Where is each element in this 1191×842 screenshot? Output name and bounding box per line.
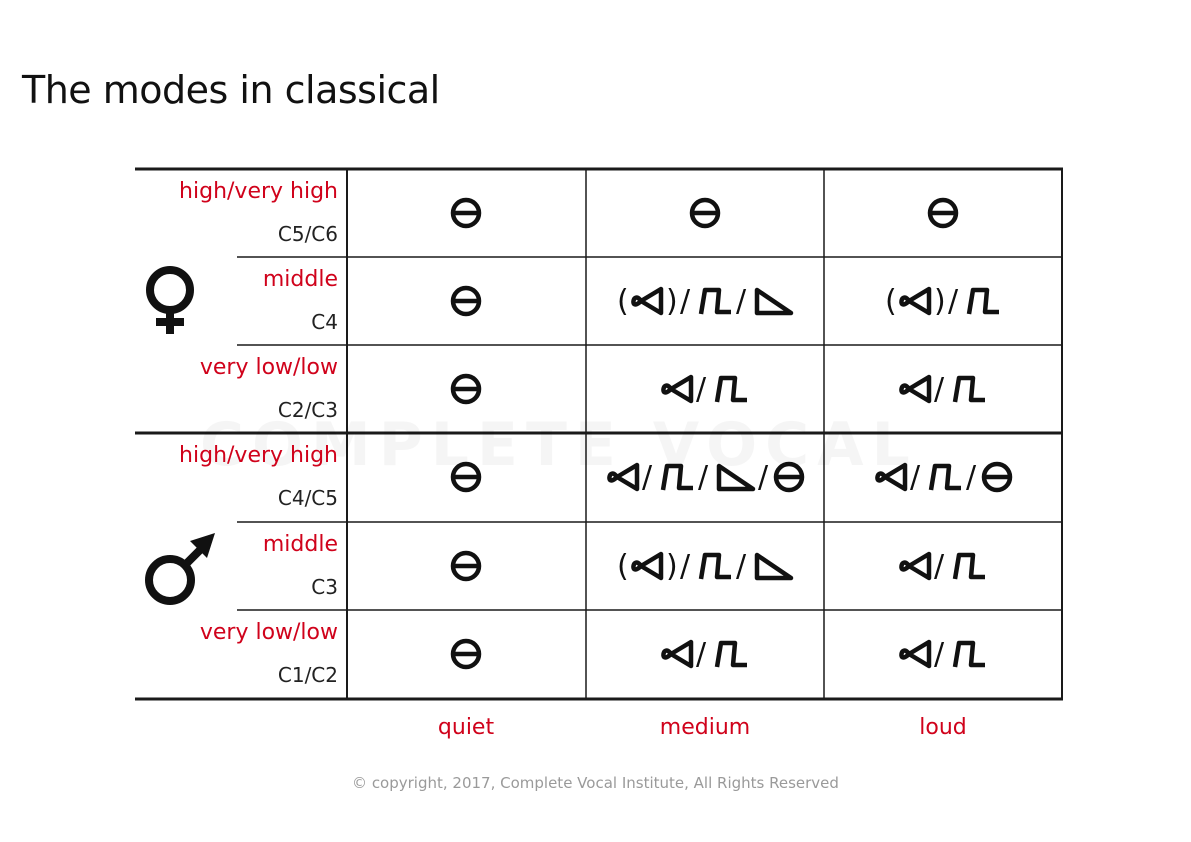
svg-text:/: / xyxy=(736,549,747,584)
column-header-medium: medium xyxy=(659,715,751,740)
page-title: The modes in classical xyxy=(22,68,440,112)
row-range-label: middle xyxy=(262,532,338,557)
optional-paren xyxy=(885,284,897,319)
svg-text:/: / xyxy=(758,460,769,495)
curbing-mode-icon xyxy=(901,554,929,578)
mode-cell xyxy=(824,345,1062,433)
mode-cell xyxy=(347,345,585,433)
overdrive-mode-icon xyxy=(955,555,985,579)
neutral-mode-icon xyxy=(776,464,802,490)
neutral-mode-icon xyxy=(453,288,479,314)
svg-text:): ) xyxy=(934,284,946,319)
overdrive-mode-icon xyxy=(955,643,985,667)
mode-cell xyxy=(347,433,585,521)
column-header-loud: loud xyxy=(919,715,967,740)
svg-text:): ) xyxy=(666,549,678,584)
neutral-mode-icon xyxy=(453,376,479,402)
row-range-label: high/very high xyxy=(179,443,338,468)
overdrive-mode-icon xyxy=(717,643,747,667)
separator-slash xyxy=(948,284,959,319)
column-header-quiet: quiet xyxy=(437,715,495,740)
separator-slash xyxy=(934,637,945,672)
overdrive-mode-icon xyxy=(717,378,747,402)
curbing-mode-icon xyxy=(633,554,661,578)
svg-text:(: ( xyxy=(885,284,897,319)
mode-cell xyxy=(824,522,1062,610)
overdrive-mode-icon xyxy=(663,466,693,490)
mode-cell xyxy=(824,169,1062,257)
separator-slash xyxy=(758,460,769,495)
svg-text:(: ( xyxy=(617,284,629,319)
curbing-mode-icon xyxy=(901,642,929,666)
female-symbol-icon xyxy=(150,270,190,334)
row-range-label: very low/low xyxy=(199,620,338,645)
row-note-label: C3 xyxy=(311,575,338,599)
neutral-mode-icon xyxy=(984,464,1010,490)
neutral-mode-icon xyxy=(453,641,479,667)
svg-text:/: / xyxy=(934,372,945,407)
curbing-mode-icon xyxy=(877,465,905,489)
neutral-mode-icon xyxy=(453,464,479,490)
male-symbol-icon xyxy=(149,533,215,601)
curbing-mode-icon xyxy=(663,377,691,401)
row-range-label: middle xyxy=(262,267,338,292)
mode-cell xyxy=(347,522,585,610)
svg-text:/: / xyxy=(934,637,945,672)
svg-text:/: / xyxy=(642,460,653,495)
separator-slash xyxy=(934,549,945,584)
neutral-mode-icon xyxy=(692,200,718,226)
curbing-mode-icon xyxy=(901,289,929,313)
separator-slash xyxy=(736,284,747,319)
separator-slash xyxy=(910,460,921,495)
svg-text:/: / xyxy=(948,284,959,319)
curbing-mode-icon xyxy=(633,289,661,313)
optional-paren xyxy=(666,549,678,584)
separator-slash xyxy=(934,372,945,407)
svg-text:/: / xyxy=(698,460,709,495)
svg-text:/: / xyxy=(696,372,707,407)
curbing-mode-icon xyxy=(663,642,691,666)
row-note-label: C4/C5 xyxy=(277,486,338,510)
curbing-mode-icon xyxy=(901,377,929,401)
optional-paren xyxy=(617,549,629,584)
mode-cell xyxy=(824,433,1062,521)
overdrive-mode-icon xyxy=(955,378,985,402)
svg-text:/: / xyxy=(910,460,921,495)
mode-cell xyxy=(347,169,585,257)
edge-mode-icon xyxy=(757,290,791,313)
separator-slash xyxy=(680,284,691,319)
neutral-mode-icon xyxy=(453,553,479,579)
overdrive-mode-icon xyxy=(701,555,731,579)
neutral-mode-icon xyxy=(453,200,479,226)
svg-text:/: / xyxy=(680,284,691,319)
edge-mode-icon xyxy=(757,555,791,578)
row-note-label: C1/C2 xyxy=(277,663,338,687)
svg-text:/: / xyxy=(696,637,707,672)
copyright-footer: © copyright, 2017, Complete Vocal Institute, All Rights Reserved xyxy=(352,774,839,792)
row-note-label: C2/C3 xyxy=(277,398,338,422)
curbing-mode-icon xyxy=(609,465,637,489)
svg-text:/: / xyxy=(934,549,945,584)
mode-cell xyxy=(586,522,824,610)
neutral-mode-icon xyxy=(930,200,956,226)
svg-text:(: ( xyxy=(617,549,629,584)
svg-text:/: / xyxy=(680,549,691,584)
overdrive-mode-icon xyxy=(701,290,731,314)
row-range-label: very low/low xyxy=(199,355,338,380)
mode-cell xyxy=(347,257,585,345)
mode-cell xyxy=(586,610,824,698)
row-note-label: C5/C6 xyxy=(277,222,338,246)
optional-paren xyxy=(934,284,946,319)
mode-cell xyxy=(824,257,1062,345)
mode-cell xyxy=(824,610,1062,698)
mode-cell xyxy=(347,610,585,698)
separator-slash xyxy=(680,549,691,584)
mode-cell xyxy=(586,433,824,521)
mode-cell xyxy=(586,257,824,345)
svg-text:/: / xyxy=(966,460,977,495)
svg-text:/: / xyxy=(736,284,747,319)
separator-slash xyxy=(698,460,709,495)
overdrive-mode-icon xyxy=(969,290,999,314)
overdrive-mode-icon xyxy=(931,466,961,490)
separator-slash xyxy=(966,460,977,495)
row-range-label: high/very high xyxy=(179,179,338,204)
mode-cell xyxy=(586,169,824,257)
row-note-label: C4 xyxy=(311,310,338,334)
separator-slash xyxy=(696,372,707,407)
separator-slash xyxy=(736,549,747,584)
separator-slash xyxy=(696,637,707,672)
mode-cell xyxy=(586,345,824,433)
svg-text:): ) xyxy=(666,284,678,319)
edge-mode-icon xyxy=(719,466,753,489)
separator-slash xyxy=(642,460,653,495)
optional-paren xyxy=(617,284,629,319)
optional-paren xyxy=(666,284,678,319)
